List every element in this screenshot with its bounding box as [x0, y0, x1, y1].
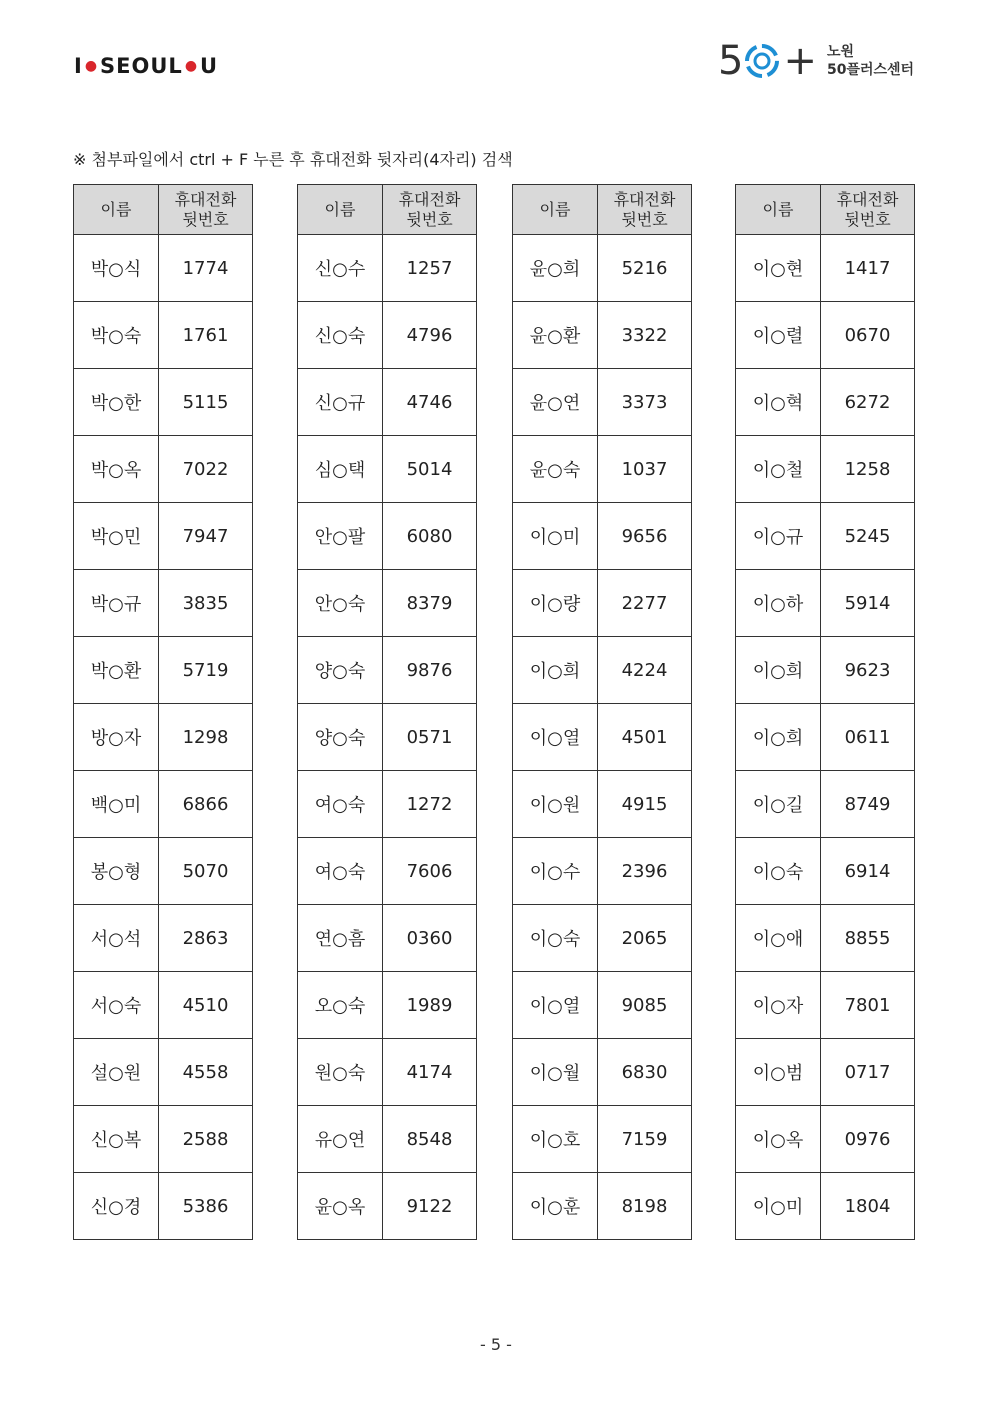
phone-digits-cell: 6272 — [821, 369, 915, 436]
phone-digits-cell: 0611 — [821, 704, 915, 771]
name-cell: 이○미 — [513, 503, 598, 570]
phone-digits-cell: 0670 — [821, 302, 915, 369]
table-row — [736, 905, 915, 972]
table-row — [513, 637, 692, 704]
table-row — [736, 503, 915, 570]
name-cell: 박○숙 — [74, 302, 159, 369]
table-row — [74, 235, 253, 302]
phone-digits-cell: 1298 — [159, 704, 253, 771]
table-row — [513, 570, 692, 637]
phone-digits-cell: 5216 — [598, 235, 692, 302]
phone-digits-cell: 1257 — [383, 235, 477, 302]
name-cell: 박○민 — [74, 503, 159, 570]
name-cell: 이○하 — [736, 570, 821, 637]
column-header-phone — [383, 185, 477, 235]
table-row — [298, 369, 477, 436]
name-cell: 서○숙 — [74, 972, 159, 1039]
name-cell: 신○숙 — [298, 302, 383, 369]
name-cell: 이○희 — [736, 704, 821, 771]
name-cell: 여○숙 — [298, 771, 383, 838]
name-cell: 안○숙 — [298, 570, 383, 637]
phone-digits-cell: 8198 — [598, 1173, 692, 1240]
column-header-phone-line2: 뒷번호 — [182, 209, 229, 229]
table-row — [74, 1173, 253, 1240]
seoul-logo-u: U — [200, 54, 219, 78]
table-row — [74, 570, 253, 637]
table-row — [736, 1039, 915, 1106]
column-header-phone-line1: 휴대전화 — [398, 189, 461, 209]
name-cell: 박○한 — [74, 369, 159, 436]
table-row — [298, 436, 477, 503]
table-row — [736, 1173, 915, 1240]
name-cell: 이○열 — [513, 704, 598, 771]
phone-table — [297, 184, 477, 1240]
name-cell: 연○흠 — [298, 905, 383, 972]
phone-digits-cell: 5070 — [159, 838, 253, 905]
name-cell: 이○규 — [736, 503, 821, 570]
name-cell: 이○렬 — [736, 302, 821, 369]
table-row — [736, 302, 915, 369]
phone-digits-cell: 8749 — [821, 771, 915, 838]
name-cell: 이○원 — [513, 771, 598, 838]
phone-digits-cell: 5386 — [159, 1173, 253, 1240]
phone-table — [735, 184, 915, 1240]
target-ring-icon — [743, 42, 781, 80]
column-header-phone — [598, 185, 692, 235]
name-cell: 이○미 — [736, 1173, 821, 1240]
table-row — [74, 436, 253, 503]
table-row — [298, 905, 477, 972]
name-cell: 이○숙 — [513, 905, 598, 972]
name-cell: 이○철 — [736, 436, 821, 503]
phone-digits-cell: 8855 — [821, 905, 915, 972]
phone-digits-cell: 9876 — [383, 637, 477, 704]
table-header-row — [513, 185, 692, 235]
phone-digits-cell: 4915 — [598, 771, 692, 838]
name-cell: 이○혁 — [736, 369, 821, 436]
table-row — [74, 1039, 253, 1106]
table-row — [513, 1106, 692, 1173]
phone-table — [512, 184, 692, 1240]
name-cell: 오○숙 — [298, 972, 383, 1039]
page-number: - 5 - — [480, 1335, 512, 1354]
table-row — [513, 1173, 692, 1240]
table-row — [298, 570, 477, 637]
table-row — [74, 771, 253, 838]
table-row — [513, 1039, 692, 1106]
name-cell: 이○수 — [513, 838, 598, 905]
50plus-mark — [718, 38, 817, 84]
phone-digits-cell: 7947 — [159, 503, 253, 570]
phone-digits-cell: 8379 — [383, 570, 477, 637]
phone-digits-cell: 5245 — [821, 503, 915, 570]
phone-digits-cell: 5014 — [383, 436, 477, 503]
table-row — [74, 503, 253, 570]
table-row — [513, 436, 692, 503]
table-row — [298, 637, 477, 704]
phone-digits-cell: 1774 — [159, 235, 253, 302]
phone-digits-cell: 4501 — [598, 704, 692, 771]
column-header-name: 이름 — [298, 185, 383, 235]
column-header-phone-line1: 휴대전화 — [174, 189, 237, 209]
table-row — [513, 302, 692, 369]
seoul-logo-i: I — [74, 54, 83, 78]
name-cell: 신○규 — [298, 369, 383, 436]
50plus-mark-plus: + — [783, 38, 817, 84]
phone-digits-cell: 1037 — [598, 436, 692, 503]
table-row — [298, 1039, 477, 1106]
phone-digits-cell: 1989 — [383, 972, 477, 1039]
name-cell: 방○자 — [74, 704, 159, 771]
name-cell: 이○자 — [736, 972, 821, 1039]
column-header-phone-line2: 뒷번호 — [406, 209, 453, 229]
name-cell: 봉○형 — [74, 838, 159, 905]
table-row — [74, 302, 253, 369]
phone-digits-cell: 6080 — [383, 503, 477, 570]
name-cell: 양○숙 — [298, 704, 383, 771]
table-row — [298, 972, 477, 1039]
name-cell: 이○숙 — [736, 838, 821, 905]
phone-digits-cell: 4746 — [383, 369, 477, 436]
phone-digits-cell: 3373 — [598, 369, 692, 436]
name-cell: 서○석 — [74, 905, 159, 972]
phone-digits-cell: 3322 — [598, 302, 692, 369]
table-row — [736, 771, 915, 838]
name-cell: 신○수 — [298, 235, 383, 302]
column-header-phone-line1: 휴대전화 — [836, 189, 899, 209]
name-cell: 박○규 — [74, 570, 159, 637]
phone-table — [73, 184, 253, 1240]
phone-digits-cell: 2588 — [159, 1106, 253, 1173]
name-cell: 신○복 — [74, 1106, 159, 1173]
phone-digits-cell: 7022 — [159, 436, 253, 503]
table-row — [736, 972, 915, 1039]
column-header-name: 이름 — [736, 185, 821, 235]
phone-digits-cell: 0717 — [821, 1039, 915, 1106]
name-cell: 유○연 — [298, 1106, 383, 1173]
phone-digits-cell: 2277 — [598, 570, 692, 637]
phone-digits-cell: 6830 — [598, 1039, 692, 1106]
table-row — [513, 369, 692, 436]
table-row — [298, 503, 477, 570]
table-row — [298, 1173, 477, 1240]
search-notice: ※ 첨부파일에서 ctrl + F 누른 후 휴대전화 뒷자리(4자리) 검색 — [73, 150, 513, 169]
phone-digits-cell: 6866 — [159, 771, 253, 838]
50plus-logo-text — [827, 43, 914, 79]
name-cell: 안○팔 — [298, 503, 383, 570]
phone-digits-cell: 0976 — [821, 1106, 915, 1173]
column-header-name: 이름 — [74, 185, 159, 235]
phone-digits-cell: 7801 — [821, 972, 915, 1039]
phone-digits-cell: 9656 — [598, 503, 692, 570]
phone-digits-cell: 4224 — [598, 637, 692, 704]
name-cell: 윤○연 — [513, 369, 598, 436]
phone-digits-cell: 4796 — [383, 302, 477, 369]
table-row — [74, 905, 253, 972]
table-row — [736, 838, 915, 905]
table-row — [298, 838, 477, 905]
table-row — [74, 1106, 253, 1173]
seoul-logo — [74, 54, 218, 78]
column-header-phone-line2: 뒷번호 — [621, 209, 668, 229]
name-cell: 백○미 — [74, 771, 159, 838]
table-row — [74, 369, 253, 436]
phone-digits-cell: 7159 — [598, 1106, 692, 1173]
name-cell: 양○숙 — [298, 637, 383, 704]
table-row — [736, 436, 915, 503]
table-row — [513, 235, 692, 302]
phone-digits-cell: 4558 — [159, 1039, 253, 1106]
table-header-row — [298, 185, 477, 235]
table-row — [74, 637, 253, 704]
column-header-phone — [821, 185, 915, 235]
column-header-phone-line2: 뒷번호 — [844, 209, 891, 229]
name-cell: 이○열 — [513, 972, 598, 1039]
table-row — [298, 302, 477, 369]
phone-digits-cell: 0571 — [383, 704, 477, 771]
table-row — [298, 771, 477, 838]
table-row — [736, 369, 915, 436]
table-row — [736, 235, 915, 302]
phone-digits-cell: 4174 — [383, 1039, 477, 1106]
name-cell: 이○호 — [513, 1106, 598, 1173]
name-cell: 이○애 — [736, 905, 821, 972]
phone-digits-cell: 7606 — [383, 838, 477, 905]
table-row — [513, 838, 692, 905]
table-row — [298, 704, 477, 771]
name-cell: 박○환 — [74, 637, 159, 704]
name-cell: 이○희 — [513, 637, 598, 704]
phone-digits-cell: 2065 — [598, 905, 692, 972]
name-cell: 이○훈 — [513, 1173, 598, 1240]
table-row — [74, 972, 253, 1039]
phone-digits-cell: 1258 — [821, 436, 915, 503]
phone-digits-cell: 8548 — [383, 1106, 477, 1173]
table-row — [513, 972, 692, 1039]
name-cell: 박○식 — [74, 235, 159, 302]
table-row — [736, 637, 915, 704]
table-row — [513, 771, 692, 838]
phone-digits-cell: 9623 — [821, 637, 915, 704]
table-row — [298, 1106, 477, 1173]
name-cell: 여○숙 — [298, 838, 383, 905]
phone-digits-cell: 2863 — [159, 905, 253, 972]
phone-digits-cell: 9122 — [383, 1173, 477, 1240]
phone-digits-cell: 1761 — [159, 302, 253, 369]
phone-digits-cell: 5914 — [821, 570, 915, 637]
column-header-phone-line1: 휴대전화 — [613, 189, 676, 209]
name-cell: 이○량 — [513, 570, 598, 637]
phone-digits-cell: 1804 — [821, 1173, 915, 1240]
table-row — [513, 704, 692, 771]
phone-digits-cell: 2396 — [598, 838, 692, 905]
name-cell: 심○택 — [298, 436, 383, 503]
phone-digits-cell: 9085 — [598, 972, 692, 1039]
table-row — [298, 235, 477, 302]
name-cell: 이○범 — [736, 1039, 821, 1106]
seoul-logo-seoul: SEOUL — [100, 54, 183, 78]
column-header-name: 이름 — [513, 185, 598, 235]
table-header-row — [74, 185, 253, 235]
50plus-mark-five: 5 — [718, 38, 744, 84]
phone-digits-cell: 0360 — [383, 905, 477, 972]
name-cell: 이○희 — [736, 637, 821, 704]
name-cell: 윤○옥 — [298, 1173, 383, 1240]
phone-digits-cell: 5115 — [159, 369, 253, 436]
name-cell: 이○현 — [736, 235, 821, 302]
name-cell: 윤○환 — [513, 302, 598, 369]
phone-digits-cell: 4510 — [159, 972, 253, 1039]
name-cell: 이○옥 — [736, 1106, 821, 1173]
table-header-row — [736, 185, 915, 235]
name-cell: 박○옥 — [74, 436, 159, 503]
table-row — [513, 905, 692, 972]
name-cell: 윤○희 — [513, 235, 598, 302]
table-row — [74, 838, 253, 905]
seoul-logo-dot-icon: ● — [184, 58, 199, 74]
phone-digits-cell: 5719 — [159, 637, 253, 704]
seoul-logo-dot-icon: ● — [84, 58, 99, 74]
name-cell: 이○길 — [736, 771, 821, 838]
name-cell: 윤○숙 — [513, 436, 598, 503]
table-row — [736, 1106, 915, 1173]
table-row — [736, 704, 915, 771]
phone-digits-cell: 3835 — [159, 570, 253, 637]
nowon-50plus-logo — [718, 36, 928, 86]
name-cell: 이○월 — [513, 1039, 598, 1106]
phone-digits-cell: 1272 — [383, 771, 477, 838]
table-row — [513, 503, 692, 570]
phone-digits-cell: 6914 — [821, 838, 915, 905]
phone-digits-cell: 1417 — [821, 235, 915, 302]
name-cell: 신○경 — [74, 1173, 159, 1240]
name-cell: 설○원 — [74, 1039, 159, 1106]
column-header-phone — [159, 185, 253, 235]
name-cell: 원○숙 — [298, 1039, 383, 1106]
logo-text-line2: 50플러스센터 — [826, 62, 915, 78]
table-row — [736, 570, 915, 637]
logo-text-line1: 노원 — [826, 44, 855, 60]
table-row — [74, 704, 253, 771]
